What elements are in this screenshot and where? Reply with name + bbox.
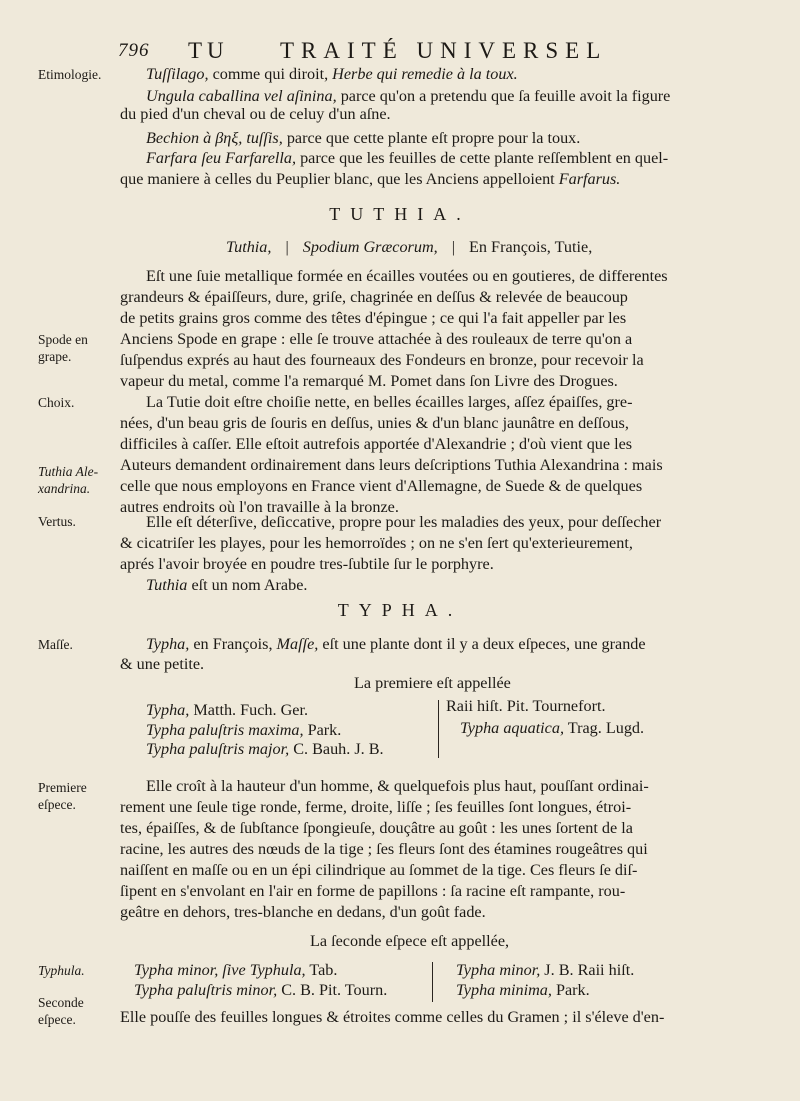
margin-note-premiere-2: eſpece.	[38, 797, 76, 812]
margin-note-choix: Choix.	[38, 395, 75, 410]
etym-line-6: que maniere à celles du Peuplier blanc, que les Anciens appelloient Farfarus.	[120, 170, 621, 188]
etym-line-2: Ungula caballina vel aſinina, parce qu'on a pretendu que ſa feuille avoit la figure	[146, 87, 671, 105]
margin-note-tuthia-2: xandrina.	[38, 481, 91, 496]
margin-note-seconde: Seconde	[38, 995, 84, 1010]
section-title-typha: TYPHA.	[337, 600, 463, 620]
page-number: 796	[118, 40, 150, 61]
typha-second-called: La ſeconde eſpece eſt appellée,	[310, 932, 510, 950]
etym-line-4: Bechion à βηξ, tuſſis, parce que cette plante eſt propre pour la toux.	[146, 129, 581, 147]
typha-intro-line-2: & une petite.	[120, 655, 205, 673]
margin-note-spode: Spode en	[38, 332, 88, 347]
margin-note-seconde-2: eſpece.	[38, 1012, 76, 1027]
margin-note-etimologie: Etimologie.	[38, 67, 102, 82]
etym-line-5: Farfara ſeu Farfarella, parce que les feuilles de cette plante reſſemblent en quel-	[146, 149, 669, 167]
typha-intro-line-1: Typha, en François, Maſſe, eſt une plante dont il y a deux eſpeces, une grande	[146, 635, 646, 653]
margin-note-masse: Maſſe.	[38, 637, 73, 652]
margin-note-premiere: Premiere	[38, 780, 87, 795]
synonym-divider-2	[432, 962, 433, 1002]
tuthia-paragraph-4: Tuthia eſt un nom Arabe.	[146, 576, 308, 594]
margin-note-tuthia: Tuthia Ale-	[38, 464, 99, 479]
section-marker: TU	[188, 38, 229, 63]
typha-first-called: La premiere eſt appellée	[354, 674, 511, 692]
typha-last-line: Elle pouſſe des feuilles longues & étroites comme celles du Gramen ; il s'éleve d'en-	[120, 1008, 665, 1026]
etym-line-3: du pied d'un cheval ou de celuy d'un aſne.	[120, 105, 391, 123]
margin-note-spode-2: grape.	[38, 349, 72, 364]
book-page: 796 TU TRAITÉ UNIVERSEL Etimologie. Spode en grape. Choix. Tuthia Ale- xandrina. Vertus. Maſſe. Premiere eſpece. Typhula. Seconde eſpece. Tuſſilago, comme qui diroit, Herbe qui remedie à la toux. Ungula caballina vel aſinina, parce qu'on a pretendu que ſa feuille avoit la figure du pied d'un cheval ou de celuy d'un aſne. Bechion à βηξ, tuſſis, parce que cette plante eſt propre pour la toux. Farfara ſeu Farfarella, parce que les feuilles de cette plante reſſemblent en quel- que maniere à celles du Peuplier blanc, que les Anciens appelloient Farfarus. TUTHIA. Tuthia, | Spodium Græcorum, | En François, Tutie, Eſt une ſuie metallique formée en écailles voutées ou en goutieres, de differentes grandeurs & épaiſſeurs, dure, griſe, chagrinée en deſſus & relevée de beaucoup de petits grains gros comme des têtes d'épingue ; ce qui l'a fait appeller par les Anciens Spode en grape : elle ſe trouve attachée à des rouleaux de terre qu'on a ſuſpendus exprés au haut des fourneaux des Fondeurs en bronze, pour recevoir la vapeur du metal, comme l'a remarqué M. Pomet dans ſon Livre des Drogues. La Tutie doit eſtre choiſie nette, en belles écailles larges, aſſez épaiſſes, gre- nées, d'un beau gris de ſouris en deſſus, unies & d'un blanc jaunâtre en deſſous, difficiles à caſſer. Elle eſtoit autrefois apportée d'Alexandrie ; d'où vient que les Auteurs demandent ordinairement dans leurs deſcriptions Tuthia Alexandrina : mais celle que nous employons en France vient d'Allemagne, de Suede & de quelques autres endroits où l'on travaille à la bronze. Elle eſt déterſive, deſiccative, propre pour les maladies des yeux, pour deſſecher & cicatriſer les playes, pour les hemorroïdes ; on ne s'en ſert qu'exterieurement, aprés l'avoir broyée en poudre tres-ſubtile ſur le porphyre. Tuthia eſt un nom Arabe. TYPHA. Typha, en François, Maſſe, eſt une plante dont il y a deux eſpeces, une grande & une petite. La premiere eſt appellée Typha, Matth. Fuch. Ger. Typha paluſtris maxima, Park. Typha paluſtris major, C. Bauh. J. B. Raii hiſt. Pit. Tournefort. Typha aquatica, Trag. Lugd. Elle croît à la hauteur d'un homme, & quelquefois plus haut, pouſſant ordinai- rement une ſeule tige ronde, ferme, droite, liſſe ; ſes feuilles ſont longues, étroi- tes, épaiſſes, & de ſubſtance ſpongieuſe, douçâtre au goût : les unes ſortent de la racine, les autres des nœuds de la tige ; ſes fleurs ſont des étamines rougeâtres qui naiſſent en maſſe ou en un épi cilindrique au ſommet de la tige. Ces fleurs ſe diſ- ſipent en s'envolant en l'air en forme de papillons : ſa racine eſt rampante, rou- geâtre en dehors, tres-blanche en dedans, d'un goût fade. La ſeconde eſpece eſt appellée, Typha minor, ſive Typhula, Tab. Typha paluſtris minor, C. B. Pit. Tourn. Typha minor, J. B. Raii hiſt. Typha minima, Park. Elle pouſſe des feuilles longues & étroites comme celles du Gramen ; il s'éleve d'en-	[0, 0, 800, 1101]
synonym-divider	[438, 700, 439, 758]
etym-line-1: Tuſſilago, comme qui diroit, Herbe qui remedie à la toux.	[146, 65, 518, 83]
running-header	[118, 38, 678, 66]
section-title-tuthia: TUTHIA.	[329, 204, 471, 224]
tuthia-synonyms: Tuthia, | Spodium Græcorum, | En François, Tutie,	[226, 238, 593, 256]
margin-note-typhula: Typhula.	[38, 963, 85, 978]
margin-note-vertus: Vertus.	[38, 514, 76, 529]
running-title: TRAITÉ UNIVERSEL	[280, 38, 608, 63]
